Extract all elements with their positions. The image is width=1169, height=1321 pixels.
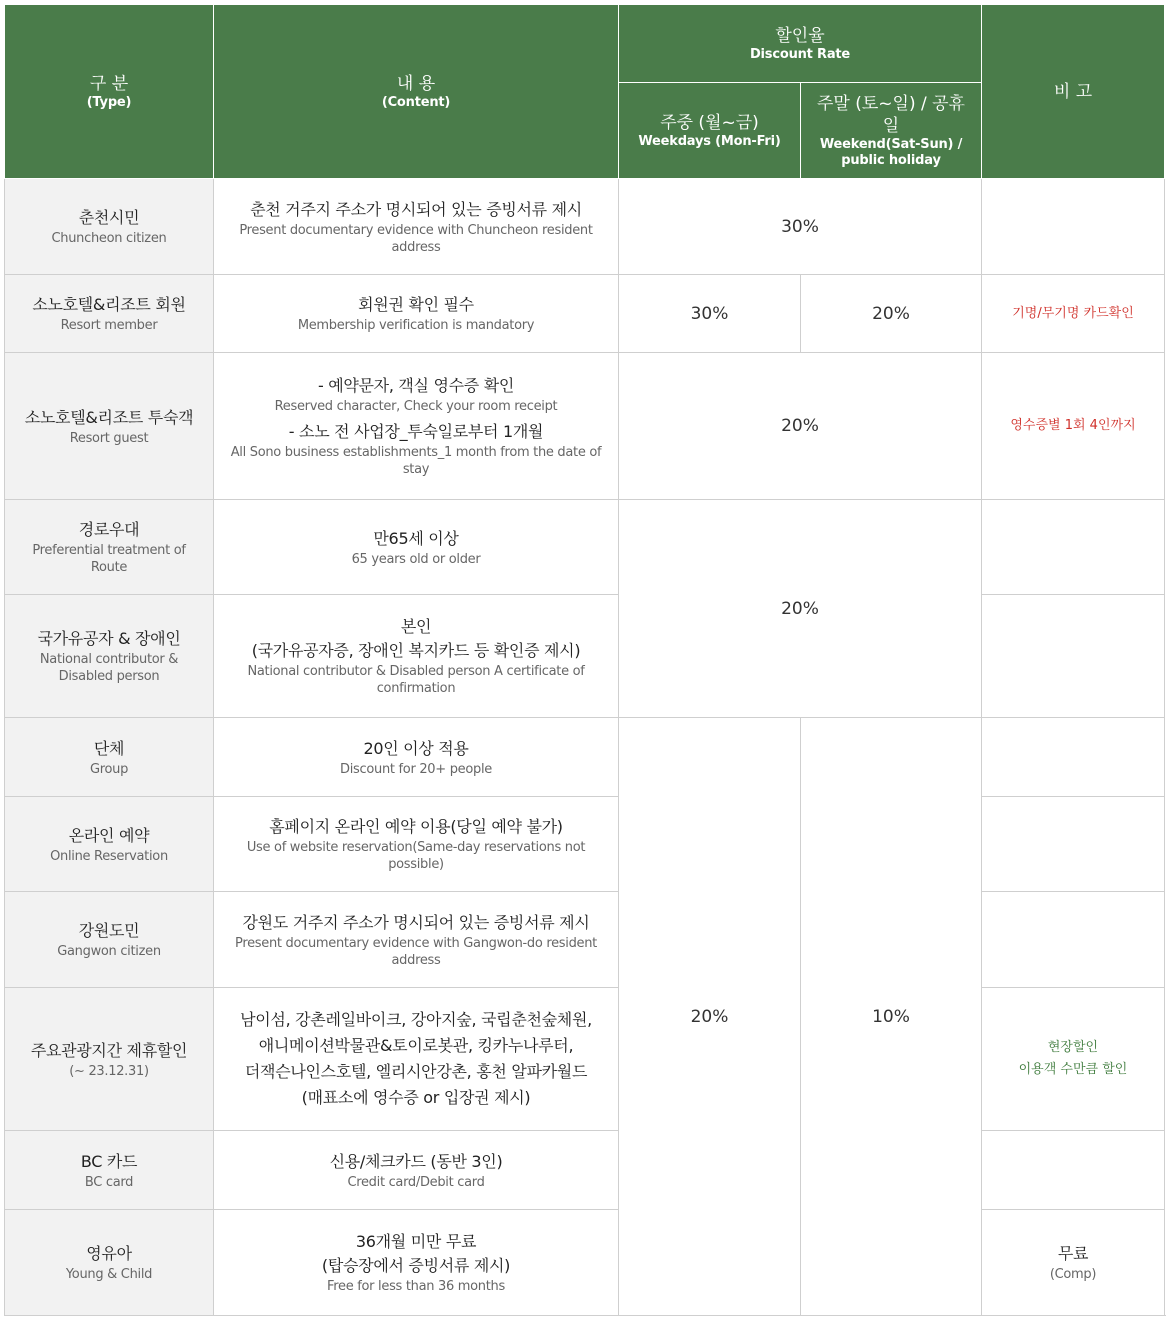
header-weekday-en: Weekdays (Mon-Fri) bbox=[638, 133, 781, 149]
header-rate-en: Discount Rate bbox=[749, 46, 851, 62]
content-ko: 더잭슨나인스호텔, 엘리시안강촌, 홍천 알파카월드 bbox=[244, 1062, 588, 1081]
discount-table bbox=[4, 4, 1165, 1316]
type-ko: BC 카드 bbox=[80, 1151, 138, 1171]
type-ko: 소노호텔&리조트 회원 bbox=[32, 295, 186, 314]
content-cell bbox=[214, 500, 619, 595]
content-ko: 36개월 미만 무료 bbox=[355, 1232, 477, 1251]
note-cell bbox=[982, 797, 1165, 892]
content-ko: 회원권 확인 필수 bbox=[358, 295, 474, 314]
type-en: Preferential treatment of Route bbox=[32, 543, 186, 575]
weekend-rate-cell: 20% bbox=[801, 275, 982, 353]
header-rate-ko: 할인율 bbox=[775, 25, 825, 46]
content-ko: (탑승장에서 증빙서류 제시) bbox=[321, 1256, 511, 1275]
content-ko: (국가유공자증, 장애인 복지카드 등 확인증 제시) bbox=[251, 641, 581, 660]
header-type bbox=[5, 5, 214, 179]
type-ko: 춘천시민 bbox=[78, 208, 140, 227]
header-weekend-ko: 주말 (토~일) / 공휴일 bbox=[817, 93, 965, 136]
rate-en: (Comp) bbox=[1049, 1267, 1097, 1282]
content-en: Discount for 20+ people bbox=[340, 761, 492, 777]
rate-ko: 무료 bbox=[1057, 1244, 1089, 1263]
type-ko: 국가유공자 & 장애인 bbox=[37, 629, 181, 648]
type-en: Chuncheon citizen bbox=[51, 231, 167, 246]
content-cell bbox=[214, 892, 619, 988]
type-en: Young & Child bbox=[65, 1267, 153, 1282]
weekday-rate-cell: 30% bbox=[619, 275, 801, 353]
type-en: National contributor & Disabled person bbox=[39, 652, 179, 684]
table-row bbox=[5, 892, 1165, 988]
content-ko: (매표소에 영수증 or 입장권 제시) bbox=[301, 1088, 531, 1107]
type-ko: 온라인 예약 bbox=[68, 825, 150, 845]
note-text: 이용객 수만큼 할인 bbox=[1018, 1062, 1128, 1077]
type-ko: 주요관광지간 제휴할인 bbox=[30, 1040, 188, 1060]
content-ko: 본인 bbox=[400, 617, 432, 636]
type-en: BC card bbox=[84, 1174, 134, 1190]
type-cell bbox=[5, 1131, 214, 1210]
note-cell bbox=[982, 179, 1165, 275]
header-content bbox=[214, 5, 619, 179]
content-ko: 홈페이지 온라인 예약 이용(당일 예약 불가) bbox=[269, 817, 563, 836]
header-content-en: (Content) bbox=[381, 94, 451, 110]
type-ko: 경로우대 bbox=[78, 520, 140, 539]
table-row bbox=[5, 1210, 1165, 1316]
note-cell bbox=[982, 353, 1165, 500]
type-en: Resort guest bbox=[69, 430, 149, 446]
header-discount-rate bbox=[619, 5, 982, 83]
content-en: Reserved character, Check your room receipt bbox=[274, 399, 558, 414]
header-type-en: (Type) bbox=[86, 94, 132, 110]
type-en: Online Reservation bbox=[50, 848, 168, 864]
type-cell bbox=[5, 892, 214, 988]
type-cell bbox=[5, 988, 214, 1131]
type-cell bbox=[5, 797, 214, 892]
rate-cell: 30% bbox=[619, 179, 982, 275]
content-ko: - 소노 전 사업장_투숙일로부터 1개월 bbox=[288, 422, 544, 441]
note-text: 기명/무기명 카드확인 bbox=[1012, 305, 1134, 321]
type-en: Gangwon citizen bbox=[57, 944, 161, 959]
type-ko: 영유아 bbox=[86, 1244, 132, 1263]
type-cell bbox=[5, 718, 214, 797]
content-en: Free for less than 36 months bbox=[327, 1279, 505, 1294]
content-en: All Sono business establishments_1 month from the date of stay bbox=[230, 445, 602, 477]
note-cell bbox=[982, 595, 1165, 718]
content-en: Membership verification is mandatory bbox=[297, 318, 535, 333]
content-cell bbox=[214, 1210, 619, 1316]
type-cell bbox=[5, 595, 214, 718]
content-en: Credit card/Debit card bbox=[347, 1174, 485, 1190]
weekend-rate-cell: 10% bbox=[801, 718, 982, 1316]
note-cell bbox=[982, 500, 1165, 595]
table-row bbox=[5, 179, 1165, 275]
header-weekday-ko: 주중 (월~금) bbox=[660, 112, 759, 133]
table-row bbox=[5, 500, 1165, 595]
type-ko: 소노호텔&리조트 투숙객 bbox=[24, 407, 194, 427]
type-cell bbox=[5, 1210, 214, 1316]
content-en: National contributor & Disabled person A certificate of confirmation bbox=[247, 664, 585, 696]
content-ko: 신용/체크카드 (동반 3인) bbox=[329, 1151, 503, 1171]
content-cell bbox=[214, 797, 619, 892]
content-ko: 춘천 거주지 주소가 명시되어 있는 증빙서류 제시 bbox=[250, 199, 582, 219]
note-cell bbox=[982, 275, 1165, 353]
header-remarks-ko: 비 고 bbox=[1053, 81, 1093, 102]
weekday-rate-cell: 20% bbox=[619, 718, 801, 1316]
content-cell bbox=[214, 718, 619, 797]
type-cell bbox=[5, 500, 214, 595]
header-content-ko: 내 용 bbox=[396, 73, 436, 94]
note-text: 영수증별 1회 4인까지 bbox=[1010, 418, 1136, 433]
note-cell bbox=[982, 988, 1165, 1131]
content-en: Present documentary evidence with Gangwon-do resident address bbox=[235, 935, 597, 968]
rate-cell: 20% bbox=[619, 500, 982, 718]
content-ko: - 예약문자, 객실 영수증 확인 bbox=[317, 376, 515, 395]
type-ko: 단체 bbox=[93, 738, 125, 758]
content-cell bbox=[214, 988, 619, 1131]
header-weekday bbox=[619, 83, 801, 179]
table-row bbox=[5, 718, 1165, 797]
type-en: Group bbox=[89, 761, 129, 777]
header-type-ko: 구 분 bbox=[89, 73, 129, 94]
rate-cell: 20% bbox=[619, 353, 982, 500]
content-cell bbox=[214, 275, 619, 353]
content-ko: 애니메이션박물관&토이로봇관, 킹카누나루터, bbox=[258, 1036, 574, 1055]
content-cell bbox=[214, 353, 619, 500]
content-cell bbox=[214, 595, 619, 718]
content-ko: 남이섬, 강촌레일바이크, 강아지숲, 국립춘천숲체원, bbox=[240, 1010, 592, 1029]
note-text: 현장할인 bbox=[1047, 1040, 1099, 1055]
type-cell bbox=[5, 179, 214, 275]
content-en: Present documentary evidence with Chuncheon resident address bbox=[239, 222, 593, 255]
type-en: Resort member bbox=[60, 318, 158, 333]
table-row bbox=[5, 988, 1165, 1131]
table-row bbox=[5, 595, 1165, 718]
content-ko: 만65세 이상 bbox=[373, 528, 459, 548]
type-ko: 강원도민 bbox=[78, 921, 140, 940]
content-ko: 강원도 거주지 주소가 명시되어 있는 증빙서류 제시 bbox=[242, 912, 590, 932]
content-en: Use of website reservation(Same-day reservations not possible) bbox=[246, 840, 586, 872]
note-cell bbox=[982, 718, 1165, 797]
content-ko: 20인 이상 적용 bbox=[363, 738, 469, 758]
header-weekend-en: Weekend(Sat-Sun) / public holiday bbox=[819, 136, 963, 168]
header-remarks bbox=[982, 5, 1165, 179]
note-cell bbox=[982, 892, 1165, 988]
rate-cell bbox=[982, 1210, 1165, 1316]
table-row bbox=[5, 797, 1165, 892]
type-cell bbox=[5, 275, 214, 353]
type-en: (~ 23.12.31) bbox=[69, 1063, 149, 1079]
table-row bbox=[5, 275, 1165, 353]
table-row bbox=[5, 1131, 1165, 1210]
content-cell bbox=[214, 1131, 619, 1210]
content-en: 65 years old or older bbox=[351, 551, 481, 567]
header-weekend bbox=[801, 83, 982, 179]
content-cell bbox=[214, 179, 619, 275]
note-cell bbox=[982, 1131, 1165, 1210]
type-cell bbox=[5, 353, 214, 500]
table-row bbox=[5, 353, 1165, 500]
